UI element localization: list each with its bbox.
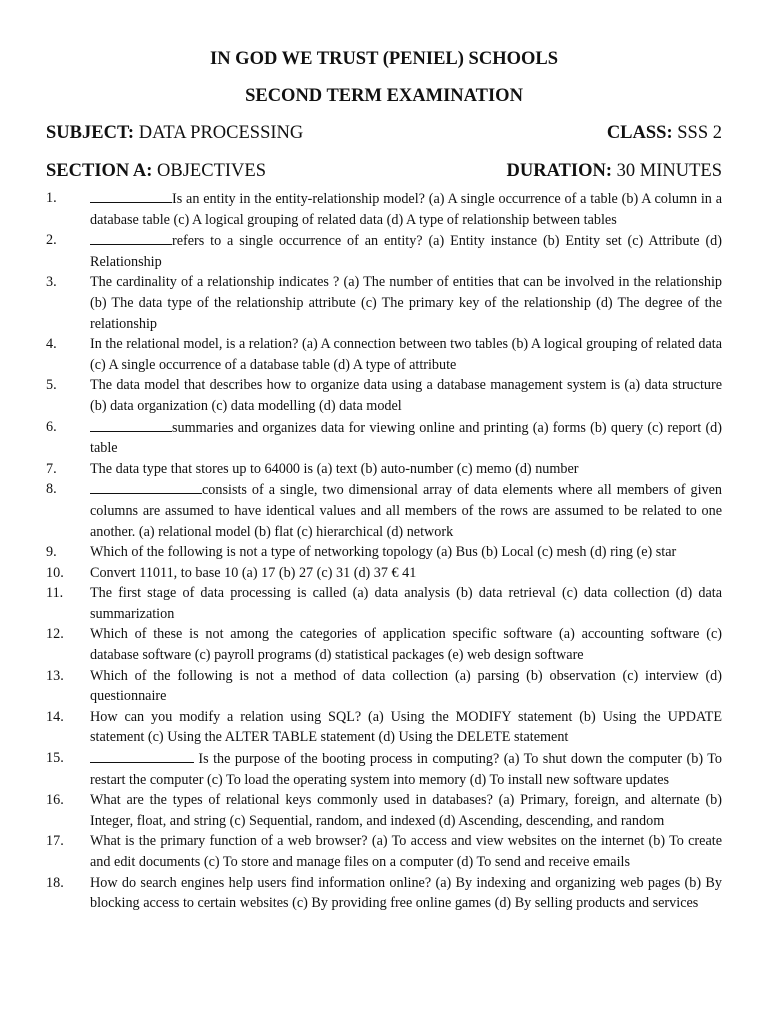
question-item [46,542,722,563]
question-number: 9. [46,544,57,561]
question-text: Which of the following is not a method of data collection (a) parsing (b) observation (c) interview (d) questionnaire [90,667,722,705]
answer-blank [90,479,202,494]
question-item [46,873,722,914]
question-body [90,417,722,459]
question-text: Convert 11011, to base 10 (a) 17 (b) 27 (c) 31 (d) 37 € 41 [90,564,417,581]
question-body [90,790,722,831]
question-body [90,334,722,375]
question-number: 13. [46,667,64,684]
question-body [90,624,722,665]
question-body [90,479,722,542]
question-text: Is the purpose of the booting process in computing? (a) To shut down the computer (b) To restart the computer (c) To load the operating system into memory (d) To install new software updates [90,751,723,788]
duration-field [506,160,722,182]
question-number: 18. [46,874,64,891]
question-item [46,563,722,584]
question-text: The data model that describes how to organize data using a database management system is (a) data structure (b) data organization (c) data modelling (d) data model [90,377,722,414]
question-item [46,666,722,707]
exam-title: SECOND TERM EXAMINATION [245,86,523,106]
answer-blank [90,188,172,203]
section-duration-row [46,160,722,182]
question-text: How can you modify a relation using SQL? (a) Using the MODIFY statement (b) Using the UPDATE statement (c) Using the ALTER TABLE statement (d) Using the DELETE statement [90,708,722,746]
question-number: 5. [46,377,57,394]
duration-value: 30 MINUTES [616,161,722,181]
subject-value: DATA PROCESSING [138,123,304,143]
question-body [90,873,722,914]
subject-class-row [46,122,722,144]
question-text: What is the primary function of a web browser? (a) To access and view websites on the internet (b) To create and edit documents (c) To store and manage files on a computer (d) To send and receive emails [90,833,722,870]
question-item [46,790,722,831]
question-item [46,230,722,272]
question-item [46,624,722,665]
question-text: The data type that stores up to 64000 is (a) text (b) auto-number (c) memo (d) number [90,460,579,477]
question-item [46,334,722,375]
question-body [90,375,722,416]
subject-field [46,122,303,144]
question-item [46,707,722,748]
question-number: 14. [46,708,64,725]
question-number: 2. [46,232,57,249]
question-number: 6. [46,418,57,435]
question-number: 8. [46,481,57,498]
question-text: refers to a single occurrence of an entity? (a) Entity instance (b) Entity set (c) Attribute (d) Relationship [90,233,722,270]
question-text: In the relational model, is a relation? (a) A connection between two tables (b) A logical grouping of related data (c) A single occurrence of a database table (d) A type of attribute [90,336,722,373]
question-text: Which of these is not among the categories of application specific software (a) accounting software (c) database software (c) payroll programs (d) statistical packages (e) web design software [90,626,722,664]
question-text: The cardinality of a relationship indicates ? (a) The number of entities that can be involved in the relationship (b) The data type of the relationship attribute (c) The primary key of the relationship (d) The degree of the relationship [90,274,722,332]
answer-blank [90,748,194,763]
question-text: What are the types of relational keys commonly used in databases? (a) Primary, foreign, and alternate (b) Integer, float, and string (c) Sequential, random, and indexed (d) Ascending, descending, and random [90,792,722,829]
question-body [90,230,722,272]
question-item [46,417,722,459]
question-item [46,375,722,416]
question-number: 7. [46,460,57,477]
answer-blank [90,230,172,245]
question-item [46,459,722,480]
school-name: IN GOD WE TRUST (PENIEL) SCHOOLS [210,49,558,69]
question-text: The first stage of data processing is called (a) data analysis (b) data retrieval (c) data collection (d) data summarization [90,585,722,622]
question-number: 11. [46,585,64,602]
question-text: summaries and organizes data for viewing online and printing (a) forms (b) query (c) report (d) table [90,419,722,457]
question-number: 16. [46,792,64,809]
question-number: 1. [46,190,57,206]
question-number: 3. [46,274,57,291]
question-body [90,563,722,584]
question-number: 4. [46,336,57,353]
question-item [46,831,722,872]
question-body [90,583,722,624]
question-text: How do search engines help users find information online? (a) By indexing and organizing web pages (b) By blocking access to certain websites (c) By providing free online games (d) By selling products and services [90,874,722,912]
question-item [46,748,722,790]
question-item [46,272,722,334]
question-body [90,542,722,563]
question-text: Which of the following is not a type of networking topology (a) Bus (b) Local (c) mesh (d) ring (e) star [90,544,677,561]
question-number: 10. [46,564,64,581]
question-number: 15. [46,750,64,767]
class-value: SSS 2 [677,123,722,143]
duration-label: DURATION: [506,161,613,181]
subject-label: SUBJECT: [46,123,135,143]
question-number: 17. [46,833,64,850]
section-label: SECTION A: [46,161,153,181]
question-body [90,188,722,230]
question-number: 12. [46,626,64,643]
section-field [46,160,266,182]
question-item [46,188,722,230]
question-item [46,479,722,542]
question-item [46,583,722,624]
question-body [90,748,722,790]
question-body [90,666,722,707]
class-field [607,122,722,144]
section-value: OBJECTIVES [157,161,266,181]
question-body [90,707,722,748]
question-body [90,459,722,480]
question-text: consists of a single, two dimensional array of data elements where all members of given columns are assumed to have identical values and all members of the rows are assumed to be related to one another. (a) relational model (b) flat (c) hierarchical (d) network [90,482,722,540]
question-text: Is an entity in the entity-relationship model? (a) A single occurrence of a table (b) A column in a database table (c) A logical grouping of related data (d) A type of relationship between tables [90,191,722,228]
question-body [90,831,722,872]
question-body [90,272,722,334]
class-label: CLASS: [606,123,673,143]
answer-blank [90,417,172,432]
question-list [46,188,722,914]
